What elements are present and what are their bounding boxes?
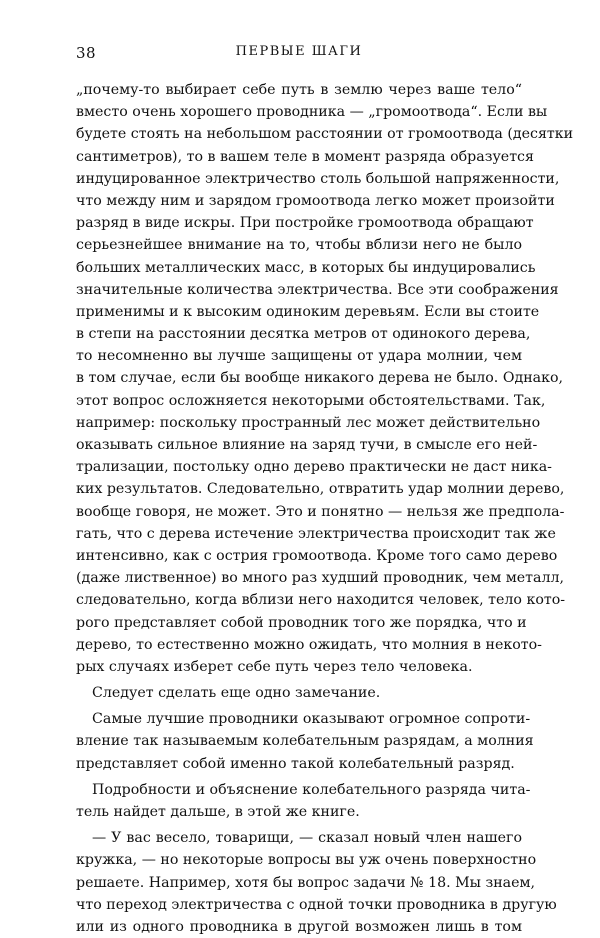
body-text [76,79,574,938]
text-line: что переход электричества с одной точки проводника в другую [76,896,557,913]
page-header [76,44,522,66]
text-line: решаете. Например, хотя бы вопрос задачи № 18. Мы знаем, [76,874,536,891]
text-line: серьезнейшее внимание на то, чтобы вблизи него не было [76,237,522,254]
text-line: этот вопрос осложняется некоторыми обстоятельствами. Так, [76,392,546,409]
page-number: 38 [76,44,97,62]
text-line: трализации, постольку одно дерево практически не даст ника- [76,459,552,476]
text-line: следовательно, когда вблизи него находится человек, тело кото- [76,592,566,609]
text-line: тель найдет дальше, в этой же книге. [76,804,360,820]
running-title: ПЕРВЫЕ ШАГИ [235,44,363,59]
text-line: разряд в виде искры. При постройке громоотвода обращают [76,215,534,232]
text-line: вообще говоря, не может. Это и понятно — нельзя же предпола- [76,503,565,520]
text-line: — У вас весело, товарищи, — сказал новый член нашего [92,830,522,847]
text-line: то несомненно вы лучше защищены от удара молнии, чем [76,348,522,365]
text-line: Самые лучшие проводники оказывают огромное сопроти- [92,711,531,728]
text-line: например: поскольку пространный лес может действительно [76,414,541,431]
text-line: или из одного проводника в другой возможен лишь в том [76,918,522,935]
text-line: „почему-то выбирает себе путь в землю через ваше тело“ [76,82,522,98]
text-line: дерево, то естественно можно ожидать, что молния в некото- [76,636,542,653]
text-line: интенсивно, как с острия громоотвода. Кроме того само дерево [76,547,558,564]
text-line: больших металлических масс, в которых бы индуцировались [76,259,536,276]
text-line: в степи на расстоянии десятка метров от одинокого дерева, [76,326,531,343]
text-line: (даже лиственное) во много раз худший проводник, чем металл, [76,570,565,587]
text-line: ких результатов. Следовательно, отвратить удар молнии дерево, [76,481,565,498]
text-line: представляет собой именно такой колебательный разряд. [76,755,515,772]
text-line: будете стоять на небольшом расстоянии от громоотвода (десятки [76,126,574,143]
text-line: вместо очень хорошего проводника — „громоотвода“. Если вы [76,104,548,121]
text-line: гать, что с дерева истечение электричества происходит так же [76,525,556,542]
text-line: Следует сделать еще одно замечание. [92,685,381,702]
text-line: кружка, — но некоторые вопросы вы уж очень поверхностно [76,852,537,869]
text-line: вление так называемым колебательным разрядам, а молния [76,733,534,750]
text-line: значительные количества электричества. Все эти соображения [76,281,559,298]
text-line: в том случае, если бы вообще никакого дерева не было. Однако, [76,370,564,387]
text-line: сантиметров), то в вашем теле в момент разряда образуется [76,148,534,165]
text-line: применимы и к высоким одиноким деревьям. Если вы стоите [76,303,540,320]
text-line: рых случаях изберет себе путь через тело человека. [76,658,473,675]
text-line: Подробности и объяснение колебательного разряда чита- [92,781,531,798]
text-line: индуцированное электричество столь большой напряженности, [76,170,560,187]
text-line: рого представляет собой проводник того же порядка, что и [76,614,527,631]
text-line: что между ним и зарядом громоотвода легко может произойти [76,192,555,209]
text-line: оказывать сильное влияние на заряд тучи, в смысле его ней- [76,437,538,453]
